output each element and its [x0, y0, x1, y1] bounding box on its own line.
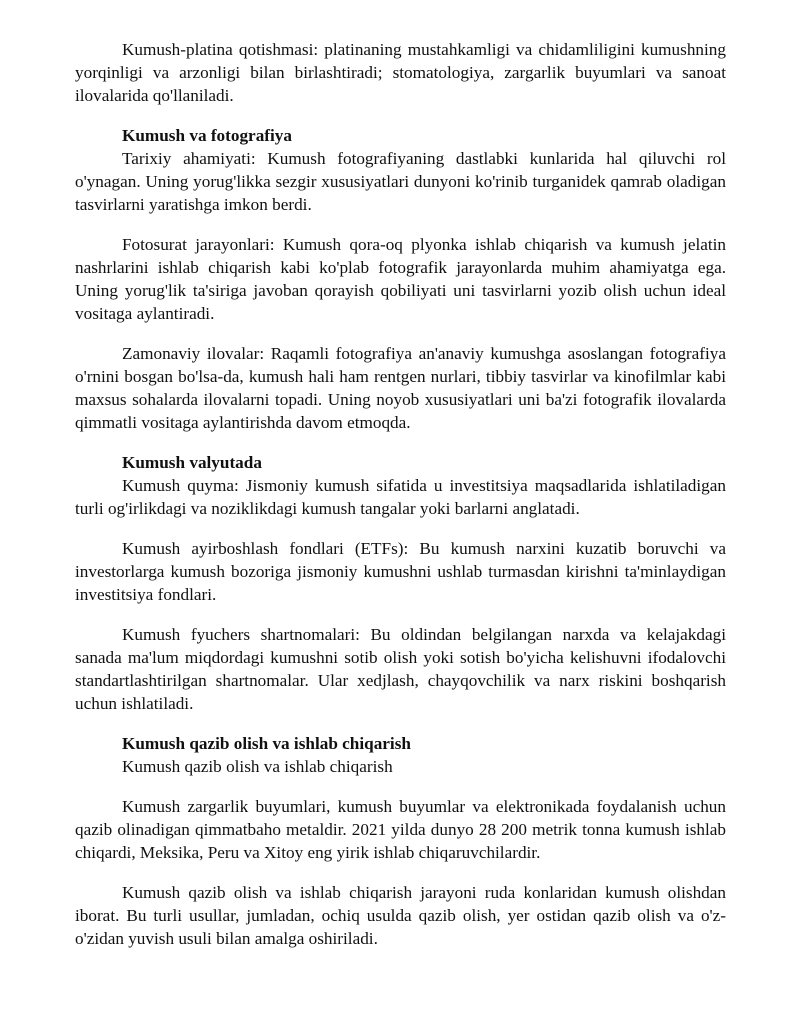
paragraph-precious-metal-production: Kumush zargarlik buyumlari, kumush buyumlar va elektronikada foydalanish uchun qazib olinadigan qimmatbaho metaldir. 2021 yilda dunyo 28 200 metrik tonna kumush ishlab chiqardi, Meksika, Peru va Xitoy eng yirik ishlab chiqaruvchilardir.: [75, 797, 726, 862]
paragraph-photo-processes: Fotosurat jarayonlari: Kumush qora-oq plyonka ishlab chiqarish va kumush jelatin nashrlarini ishlab chiqarish kabi ko'plab fotografik jarayonlarda muhim ahamiyatga ega. Uning yorug'lik ta'siriga javoban qorayish qobiliyati uni tasvirlarni yozib olish uchun ideal vositaga aylantiradi.: [75, 235, 726, 323]
paragraph-silver-etfs: Kumush ayirboshlash fondlari (ETFs): Bu kumush narxini kuzatib boruvchi va investorlarga kumush bozoriga jismoniy kumushni ushlab turmasdan kirishni ta'minlaydigan investitsiya fondlari.: [75, 539, 726, 604]
heading-silver-and-photography: Kumush va fotografiya: [122, 126, 292, 145]
paragraph-silver-futures: Kumush fyuchers shartnomalari: Bu oldindan belgilangan narxda va kelajakdagi sanada ma'lum miqdordagi kumushni sotib olish yoki sotish bo'yicha kelishuvni ifodalovchi standartlashtirilgan shartnomalar. Ular xedjlash, chayqovchilik va narx riskini boshqarish uchun ishlatiladi.: [75, 625, 726, 713]
paragraph-historical-significance: Tarixiy ahamiyati: Kumush fotografiyaning dastlabki kunlarida hal qiluvchi rol o'ynagan. Uning yorug'likka sezgir xususiyatlari dunyoni ko'rinib turganidek qamrab oladigan tasvirlarni yaratishga imkon berdi.: [75, 149, 726, 214]
paragraph-mining-process: Kumush qazib olish va ishlab chiqarish jarayoni ruda konlaridan kumush olishdan iborat. Bu turli usullar, jumladan, ochiq usulda qazib olish, yer ostidan qazib olish va o'z-o'zidan yuvish usuli bilan amalga oshiriladi.: [75, 883, 726, 948]
paragraph-modern-applications: Zamonaviy ilovalar: Raqamli fotografiya an'anaviy kumushga asoslangan fotografiya o'rnini bosgan bo'lsa-da, kumush hali ham rentgen nurlari, tibbiy tasvirlar va kinofilmlar kabi maxsus sohalarda ilovalarni topadi. Uning noyob xususiyatlari uni ba'zi fotografik ilovalarda qimmatli vositaga aylantirishda davom etmoqda.: [75, 344, 726, 432]
paragraph-mining-subtitle: Kumush qazib olish va ishlab chiqarish: [122, 757, 393, 776]
heading-silver-mining-production: Kumush qazib olish va ishlab chiqarish: [122, 734, 411, 753]
heading-silver-in-currency: Kumush valyutada: [122, 453, 262, 472]
paragraph-silver-bullion: Kumush quyma: Jismoniy kumush sifatida u investitsiya maqsadlarida ishlatiladigan turli og'irlikdagi va noziklikdagi kumush tangalar yoki barlarni anglatadi.: [75, 476, 726, 518]
paragraph-silver-platinum-alloy: Kumush-platina qotishmasi: platinaning mustahkamligi va chidamliligini kumushning yorqinligi va arzonligi bilan birlashtiradi; stomatologiya, zargarlik buyumlari va sanoat ilovalarida qo'llaniladi.: [75, 40, 726, 105]
